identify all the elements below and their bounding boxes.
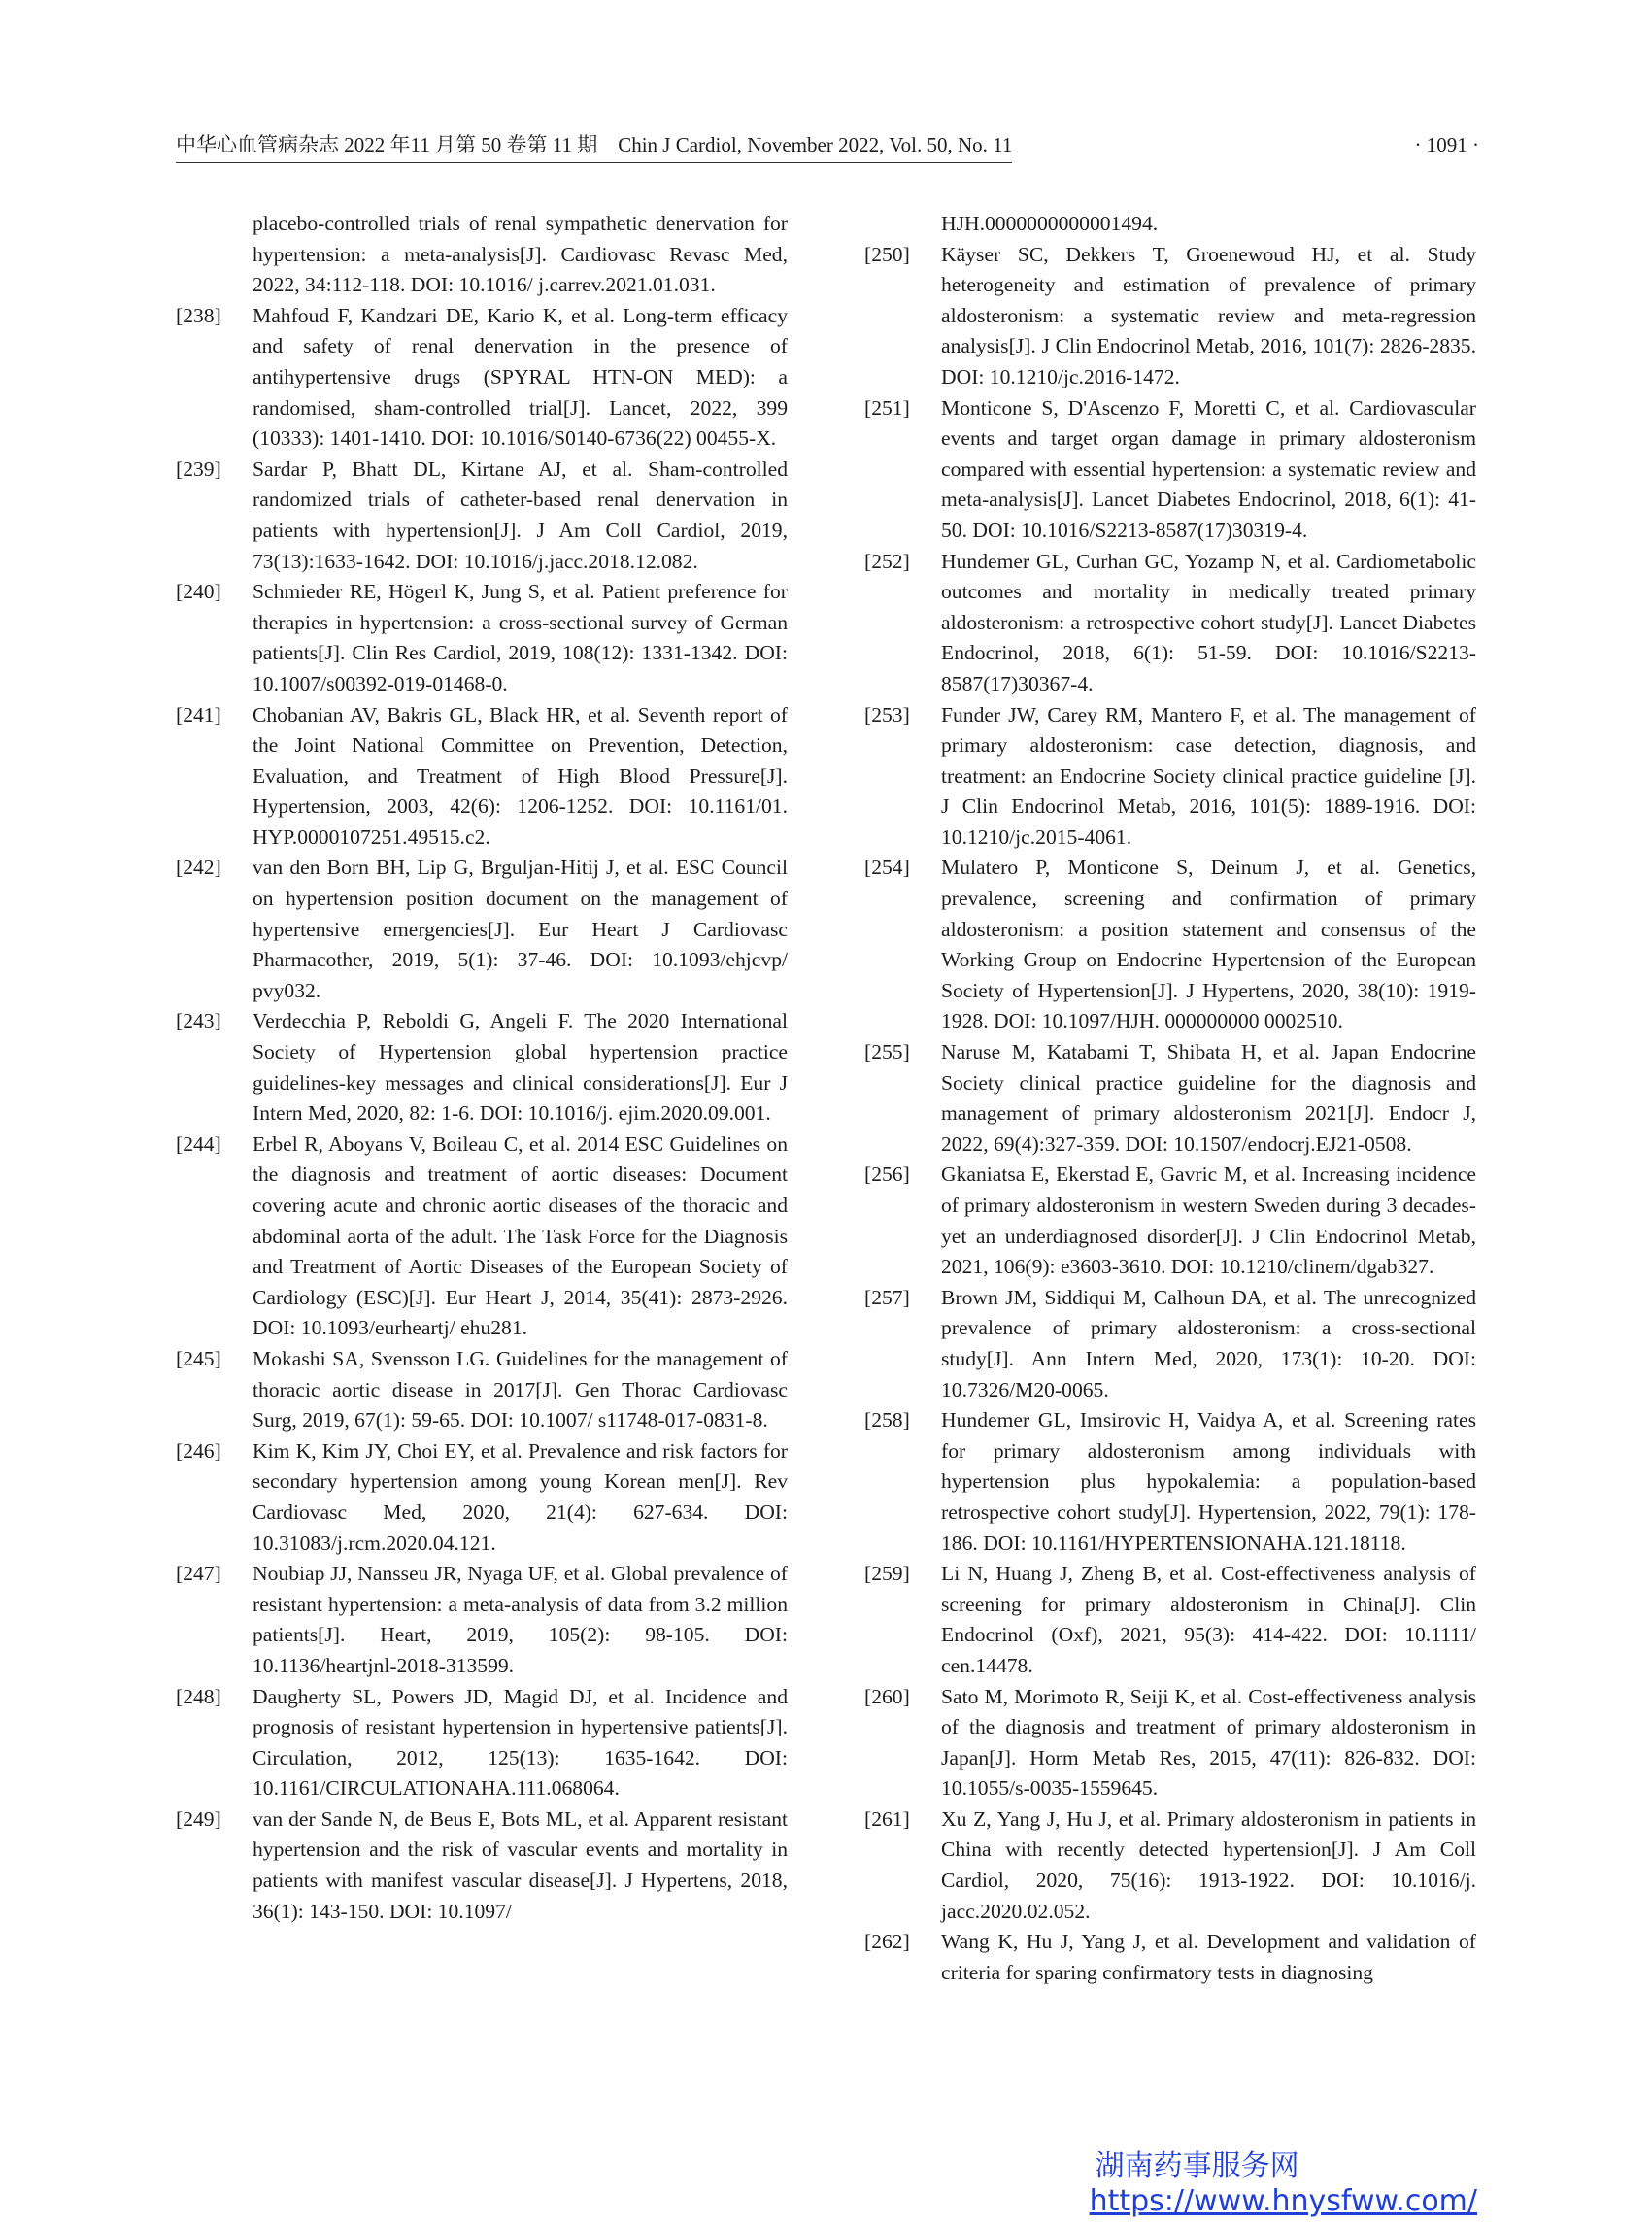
reference-item <box>176 301 788 455</box>
reference-number: [259] <box>864 1562 910 1586</box>
reference-item <box>864 209 1476 240</box>
reference-item <box>864 1927 1476 1988</box>
reference-text: Käyser SC, Dekkers T, Groenewoud HJ, et al. Study heterogeneity and estimation of prevalence of primary aldosteronism: a systematic review and meta-regression analysis[J]. J Clin Endocrinol Metab, 2016, 101(7): 2826-2835. DOI: 10.1210/jc.2016-1472. <box>941 242 1476 388</box>
reference-column-left <box>176 209 788 1927</box>
reference-number: [238] <box>176 303 221 327</box>
reference-item <box>864 547 1476 700</box>
reference-item <box>176 1344 788 1436</box>
reference-item <box>176 1129 788 1344</box>
reference-number: [253] <box>864 702 910 726</box>
reference-item <box>864 1283 1476 1405</box>
reference-item <box>864 853 1476 1037</box>
reference-item <box>864 700 1476 854</box>
reference-text: Kim K, Kim JY, Choi EY, et al. Prevalence and risk factors for secondary hypertension among young Korean men[J]. Rev Cardiovasc Med, 2020, 21(4): 627-634. DOI: 10.31083/j.rcm.2020.04.121. <box>253 1438 788 1555</box>
reference-item <box>864 1160 1476 1282</box>
reference-number: [240] <box>176 580 221 604</box>
reference-item <box>176 577 788 699</box>
reference-number: [251] <box>864 395 910 420</box>
reference-item <box>864 240 1476 393</box>
reference-number: [257] <box>864 1285 910 1309</box>
reference-number: [252] <box>864 549 910 573</box>
reference-text: Mahfoud F, Kandzari DE, Kario K, et al. Long-term efficacy and safety of renal denervation in the presence of antihypertensive drugs (SPYRAL HTN-ON MED): a randomised, sham-controlled trial[J]. Lancet, 2022, 399 (10333): 1401-1410. DOI: 10.1016/S0140-6736(22) 00455-X. <box>253 303 788 451</box>
reference-number: [244] <box>176 1131 221 1156</box>
reference-text: Daugherty SL, Powers JD, Magid DJ, et al. Incidence and prognosis of resistant hypertension in hypertensive patients[J]. Circulation, 2012, 125(13): 1635-1642. DOI: 10.1161/CIRCULATIONAHA.111.068064. <box>253 1684 788 1801</box>
reference-number: [262] <box>864 1930 910 1954</box>
reference-item <box>864 1405 1476 1559</box>
reference-number: [243] <box>176 1009 221 1033</box>
reference-item <box>176 700 788 854</box>
reference-item <box>864 1037 1476 1160</box>
reference-item <box>176 209 788 301</box>
reference-number: [254] <box>864 856 910 880</box>
reference-text: Wang K, Hu J, Yang J, et al. Development and validation of criteria for sparing confirmatory tests in diagnosing <box>941 1930 1476 1984</box>
reference-column-right <box>864 209 1476 1988</box>
reference-number: [255] <box>864 1040 910 1064</box>
watermark-site-name: 湖南药事服务网 <box>1095 2149 1299 2183</box>
reference-item <box>864 1804 1476 1927</box>
reference-text: Naruse M, Katabami T, Shibata H, et al. Japan Endocrine Society clinical practice guideline for the diagnosis and management of primary aldosteronism 2021[J]. Endocr J, 2022, 69(4):327-359. DOI: 10.1507/endocrj.EJ21-0508. <box>941 1040 1476 1156</box>
reference-item <box>176 455 788 577</box>
reference-number: [249] <box>176 1806 221 1831</box>
reference-text: Li N, Huang J, Zheng B, et al. Cost-effectiveness analysis of screening for primary aldosteronism in China[J]. Clin Endocrinol (Oxf), 2021, 95(3): 414-422. DOI: 10.1111/ cen.14478. <box>941 1562 1476 1677</box>
reference-text: Hundemer GL, Imsirovic H, Vaidya A, et al. Screening rates for primary aldosteronism among individuals with hypertension plus hypokalemia: a population-based retrospective cohort study[J]. Hypertension, 2022, 79(1): 178-186. DOI: 10.1161/HYPERTENSIONAHA.121.18118. <box>941 1408 1476 1555</box>
reference-text: Gkaniatsa E, Ekerstad E, Gavric M, et al. Increasing incidence of primary aldosteronism in western Sweden during 3 decades-yet an underdiagnosed disorder[J]. J Clin Endocrinol Metab, 2021, 106(9): e3603-3610. DOI: 10.1210/clinem/dgab327. <box>941 1163 1476 1279</box>
reference-item <box>176 1682 788 1804</box>
reference-number: [260] <box>864 1684 910 1708</box>
reference-text: Funder JW, Carey RM, Mantero F, et al. The management of primary aldosteronism: case detection, diagnosis, and treatment: an Endocrine Society clinical practice guideline [J]. J Clin Endocrinol Metab, 2016, 101(5): 1889-1916. DOI: 10.1210/jc.2015-4061. <box>941 702 1476 849</box>
watermark-url-link[interactable]: https://www.hnysfww.com/ <box>1089 2184 1477 2218</box>
reference-text: Sardar P, Bhatt DL, Kirtane AJ, et al. Sham-controlled randomized trials of catheter-based renal denervation in patients with hypertension[J]. J Am Coll Cardiol, 2019, 73(13):1633-1642. DOI: 10.1016/j.jacc.2018.12.082. <box>253 456 788 573</box>
reference-text: HJH.0000000000001494. <box>941 212 1159 235</box>
page-number: · 1091 · <box>1414 133 1479 156</box>
reference-text: Chobanian AV, Bakris GL, Black HR, et al. Seventh report of the Joint National Committee on Prevention, Detection, Evaluation, and Treatment of High Blood Pressure[J]. Hypertension, 2003, 42(6): 1206-1252. DOI: 10.1161/01. HYP.0000107251.49515.c2. <box>253 702 788 849</box>
reference-text: Erbel R, Aboyans V, Boileau C, et al. 2014 ESC Guidelines on the diagnosis and treatment of aortic diseases: Document covering acute and chronic aortic diseases of the thoracic and abdominal aorta of the adult. The Task Force for the Diagnosis and Treatment of Aortic Diseases of the European Society of Cardiology (ESC)[J]. Eur Heart J, 2014, 35(41): 2873-2926. DOI: 10.1093/eurheartj/ ehu281. <box>253 1131 788 1340</box>
reference-text: van der Sande N, de Beus E, Bots ML, et al. Apparent resistant hypertension and the risk of vascular events and mortality in patients with manifest vascular disease[J]. J Hypertens, 2018, 36(1): 143-150. DOI: 10.1097/ <box>253 1806 788 1923</box>
reference-number: [241] <box>176 702 221 726</box>
reference-text: Sato M, Morimoto R, Seiji K, et al. Cost-effectiveness analysis of the diagnosis and treatment of primary aldosteronism in Japan[J]. Horm Metab Res, 2015, 47(11): 826-832. DOI: 10.1055/s-0035-1559645. <box>941 1684 1476 1801</box>
reference-text: Monticone S, D'Ascenzo F, Moretti C, et al. Cardiovascular events and target organ damage in primary aldosteronism compared with essential hypertension: a systematic review and meta-analysis[J]. Lancet Diabetes Endocrinol, 2018, 6(1): 41-50. DOI: 10.1016/S2213-8587(17)30319-4. <box>941 395 1476 542</box>
reference-number: [256] <box>864 1163 910 1187</box>
reference-number: [239] <box>176 456 221 481</box>
reference-item <box>864 393 1476 547</box>
reference-item <box>864 1682 1476 1804</box>
reference-text: Schmieder RE, Högerl K, Jung S, et al. Patient preference for therapies in hypertension: a cross-sectional survey of German patients[J]. Clin Res Cardiol, 2019, 108(12): 1331-1342. DOI: 10.1007/s00392-019-01468-0. <box>253 580 788 695</box>
reference-number: [258] <box>864 1408 910 1433</box>
reference-item <box>176 1804 788 1927</box>
reference-text: Brown JM, Siddiqui M, Calhoun DA, et al. The unrecognized prevalence of primary aldosteronism: a cross-sectional study[J]. Ann Intern Med, 2020, 173(1): 10-20. DOI: 10.7326/M20-0065. <box>941 1285 1476 1401</box>
reference-text: van den Born BH, Lip G, Brguljan-Hitij J, et al. ESC Council on hypertension position document on the management of hypertensive emergencies[J]. Eur Heart J Cardiovasc Pharmacother, 2019, 5(1): 37-46. DOI: 10.1093/ehjcvp/ pvy032. <box>253 856 788 1002</box>
reference-number: [245] <box>176 1346 221 1370</box>
reference-number: [250] <box>864 242 910 266</box>
reference-text: Verdecchia P, Reboldi G, Angeli F. The 2020 International Society of Hypertension global hypertension practice guidelines-key messages and clinical considerations[J]. Eur J Intern Med, 2020, 82: 1-6. DOI: 10.1016/j. ejim.2020.09.001. <box>253 1009 788 1126</box>
reference-text: Mulatero P, Monticone S, Deinum J, et al. Genetics, prevalence, screening and confirmation of primary aldosteronism: a position statement and consensus of the Working Group on Endocrine Hypertension of the European Society of Hypertension[J]. J Hypertens, 2020, 38(10): 1919-1928. DOI: 10.1097/HJH. 000000000 0002510. <box>941 856 1476 1033</box>
reference-number: [247] <box>176 1562 221 1586</box>
reference-number: [246] <box>176 1438 221 1463</box>
site-watermark <box>1090 2149 1477 2219</box>
reference-number: [242] <box>176 856 221 880</box>
journal-citation-line: 中华心血管病杂志 2022 年11 月第 50 卷第 11 期 Chin J Cardiol, November 2022, Vol. 50, No. 11 <box>176 130 1012 163</box>
reference-item <box>176 1006 788 1129</box>
reference-number: [248] <box>176 1684 221 1708</box>
reference-text: Noubiap JJ, Nansseu JR, Nyaga UF, et al. Global prevalence of resistant hypertension: a meta-analysis of data from 3.2 million patients[J]. Heart, 2019, 105(2): 98-105. DOI: 10.1136/heartjnl-2018-313599. <box>253 1562 788 1677</box>
reference-text: Hundemer GL, Curhan GC, Yozamp N, et al. Cardiometabolic outcomes and mortality in medically treated primary aldosteronism: a retrospective cohort study[J]. Lancet Diabetes Endocrinol, 2018, 6(1): 51-59. DOI: 10.1016/S2213-8587(17)30367-4. <box>941 549 1476 695</box>
reference-item <box>176 1436 788 1559</box>
reference-item <box>176 1559 788 1681</box>
reference-text: Mokashi SA, Svensson LG. Guidelines for the management of thoracic aortic disease in 2017[J]. Gen Thorac Cardiovasc Surg, 2019, 67(1): 59-65. DOI: 10.1007/ s11748-017-0831-8. <box>253 1346 788 1433</box>
reference-item <box>864 1559 1476 1681</box>
reference-number: [261] <box>864 1806 910 1831</box>
reference-text: placebo-controlled trials of renal sympathetic denervation for hypertension: a meta-analysis[J]. Cardiovasc Revasc Med, 2022, 34:112-118. DOI: 10.1016/ j.carrev.2021.01.031. <box>253 212 788 297</box>
reference-item <box>176 853 788 1006</box>
reference-text: Xu Z, Yang J, Hu J, et al. Primary aldosteronism in patients in China with recently detected hypertension[J]. J Am Coll Cardiol, 2020, 75(16): 1913-1922. DOI: 10.1016/j. jacc.2020.02.052. <box>941 1806 1476 1923</box>
page-header <box>176 130 1479 161</box>
